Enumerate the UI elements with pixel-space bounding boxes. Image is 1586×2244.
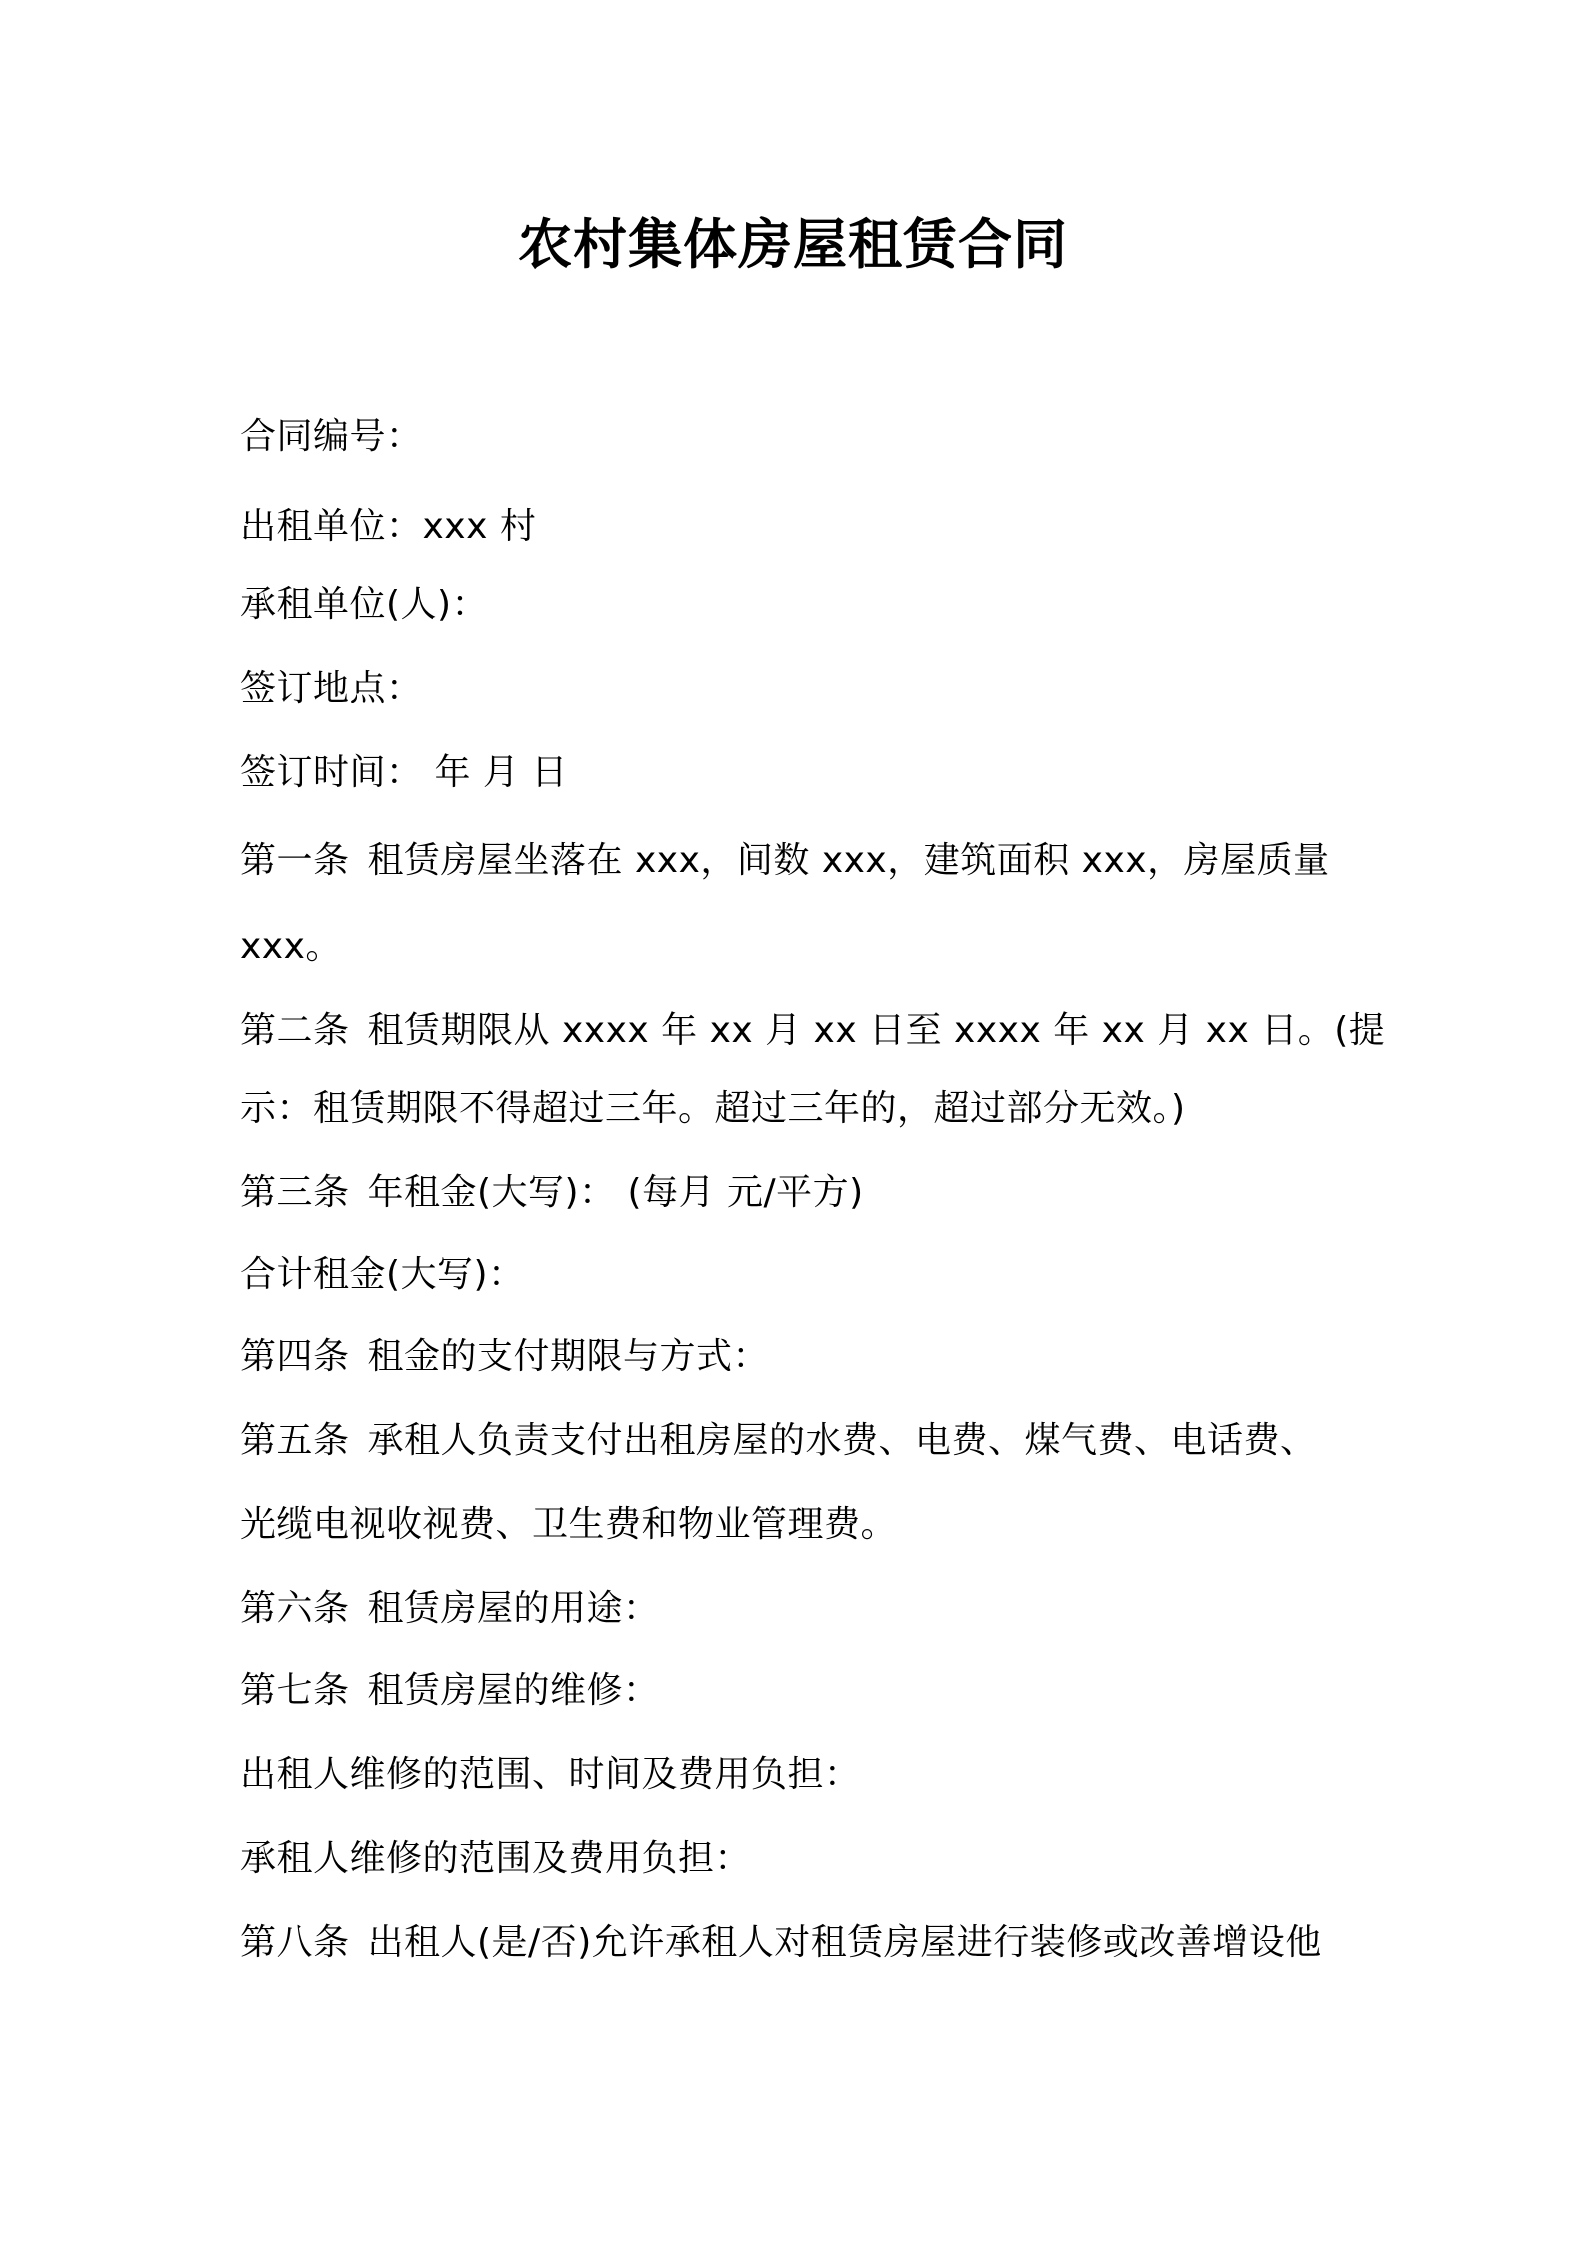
article-label: 第七条 xyxy=(240,1670,350,1711)
lessor-repair-field: 出租人维修的范围、时间及费用负担： xyxy=(240,1754,861,1795)
lessee-field: 承租单位(人)： xyxy=(240,584,489,625)
article-1 xyxy=(240,836,1330,886)
article-6 xyxy=(240,1584,660,1634)
total-rent-field: 合计租金(大写)： xyxy=(240,1254,525,1295)
sign-time-field: 签订时间： 年 月 日 xyxy=(240,752,568,793)
article-5-continued: 光缆电视收视费、卫生费和物业管理费。 xyxy=(240,1504,898,1545)
article-label: 第六条 xyxy=(240,1588,350,1629)
article-text: 租赁期限从 xxxx 年 xx 月 xx 日至 xxxx 年 xx 月 xx 日。(提 xyxy=(367,1010,1386,1051)
article-7 xyxy=(240,1666,660,1716)
article-2 xyxy=(240,1006,1385,1056)
contract-number-field: 合同编号： xyxy=(240,416,423,457)
article-8 xyxy=(240,1918,1322,1968)
article-label: 第一条 xyxy=(240,840,350,881)
article-2-continued: 示：租赁期限不得超过三年。超过三年的，超过部分无效。) xyxy=(240,1088,1186,1129)
article-5 xyxy=(240,1416,1317,1466)
article-label: 第八条 xyxy=(240,1922,350,1963)
article-text: 出租人(是/否)允许承租人对租赁房屋进行装修或改善增设他 xyxy=(367,1922,1322,1963)
article-label: 第三条 xyxy=(240,1172,350,1213)
article-text: 年租金(大写)： (每月 元/平方) xyxy=(367,1172,864,1213)
sign-place-field: 签订地点： xyxy=(240,668,423,709)
document-title: 农村集体房屋租赁合同 xyxy=(518,213,1068,276)
article-label: 第四条 xyxy=(240,1336,350,1377)
article-1-continued: xxx。 xyxy=(240,926,342,967)
article-text: 租赁房屋的用途： xyxy=(367,1588,660,1629)
article-label: 第五条 xyxy=(240,1420,350,1461)
lessee-repair-field: 承租人维修的范围及费用负担： xyxy=(240,1838,752,1879)
article-text: 承租人负责支付出租房屋的水费、电费、煤气费、电话费、 xyxy=(367,1420,1317,1461)
article-label: 第二条 xyxy=(240,1010,350,1051)
article-4 xyxy=(240,1332,769,1382)
lessor-field: 出租单位：xxx 村 xyxy=(240,506,537,547)
article-text: 租赁房屋的维修： xyxy=(367,1670,660,1711)
article-text: 租赁房屋坐落在 xxx，间数 xxx，建筑面积 xxx，房屋质量 xyxy=(367,840,1330,881)
article-text: 租金的支付期限与方式： xyxy=(367,1336,770,1377)
article-3 xyxy=(240,1168,864,1218)
